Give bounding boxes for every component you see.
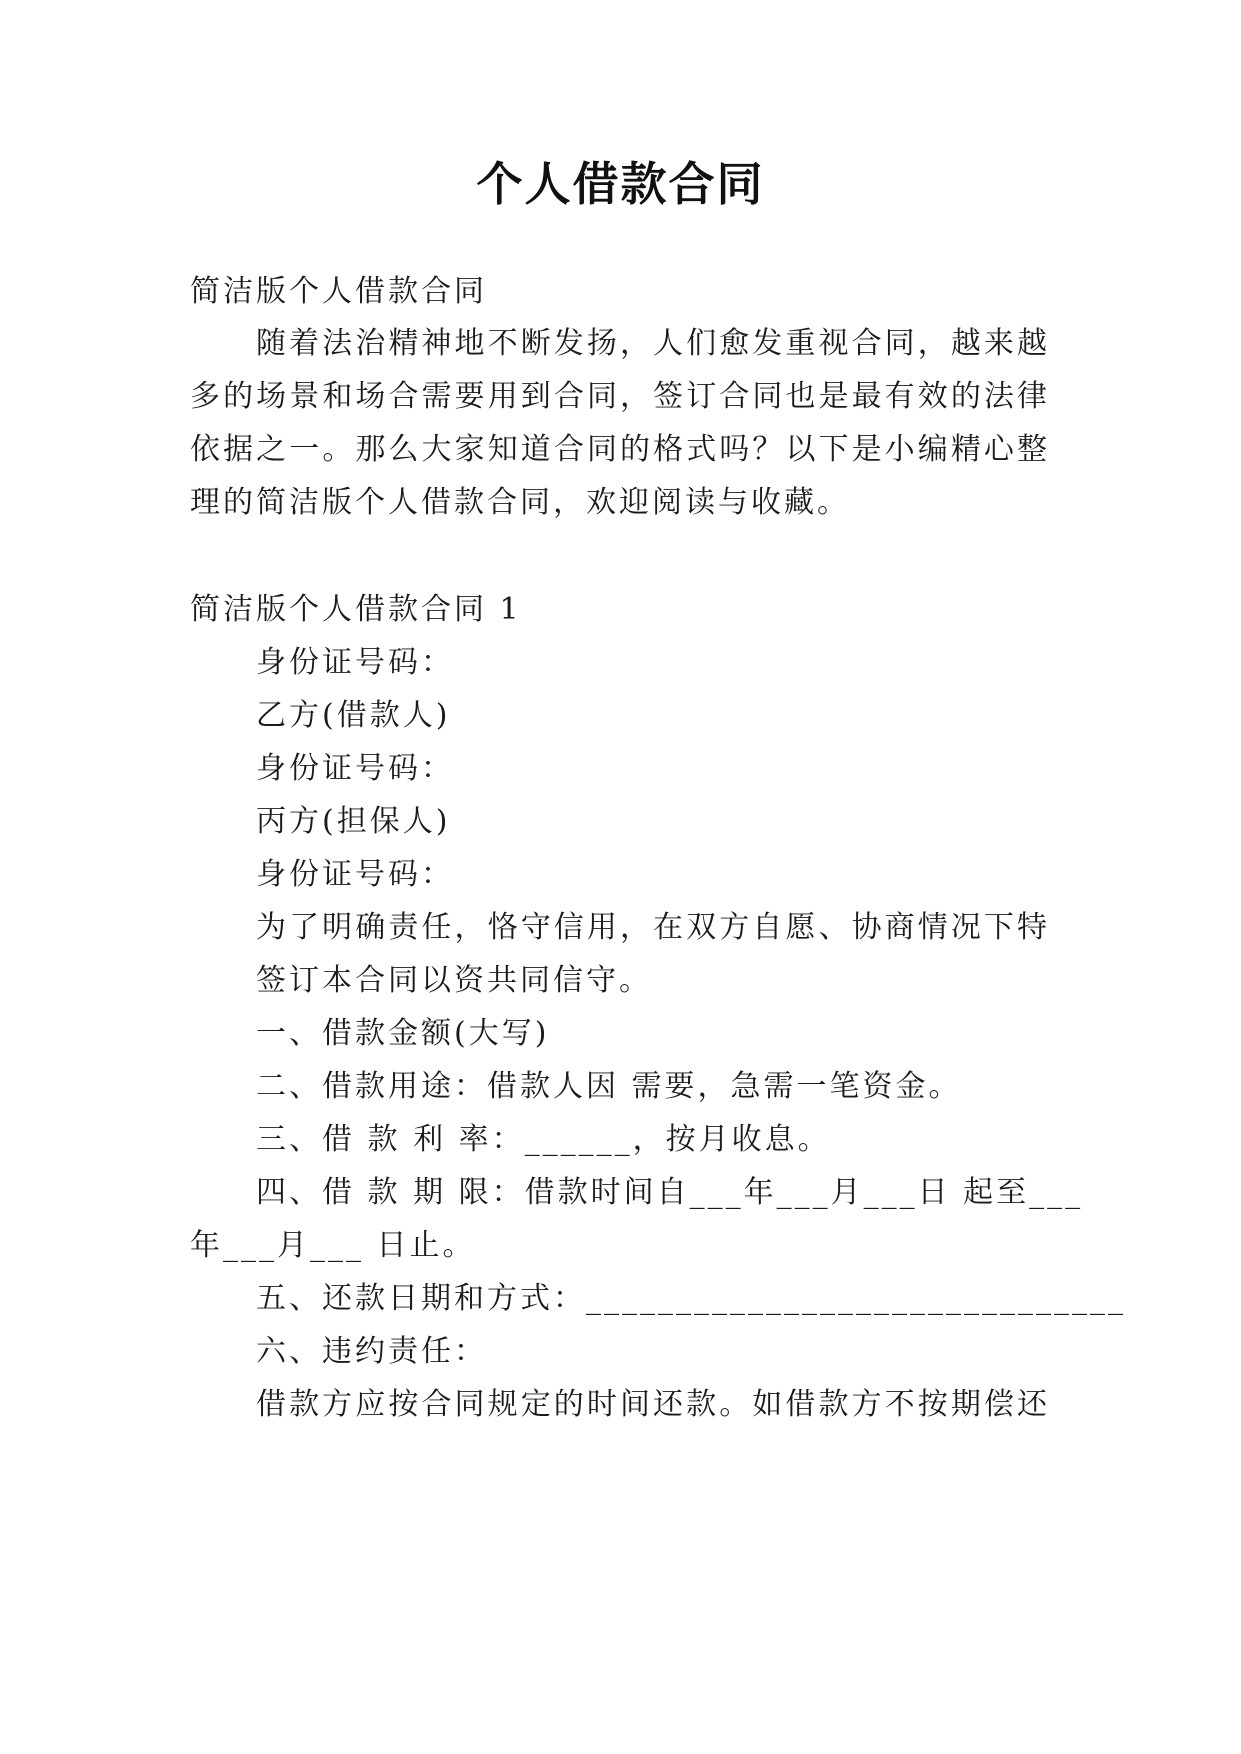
intro-line-4: 理的简洁版个人借款合同，欢迎阅读与收藏。 bbox=[190, 485, 850, 520]
contract-line: 为了明确责任，恪守信用，在双方自愿、协商情况下特 bbox=[256, 910, 1050, 945]
contract-line: 四、借 款 期 限：借款时间自___年___月___日 起至___ bbox=[256, 1175, 1084, 1210]
contract-line: 签订本合同以资共同信守。 bbox=[256, 963, 652, 998]
intro-line-3: 依据之一。那么大家知道合同的格式吗？以下是小编精心整 bbox=[190, 432, 1050, 467]
contract-line: 二、借款用途：借款人因 需要，急需一笔资金。 bbox=[256, 1069, 962, 1104]
contract-line: 身份证号码： bbox=[256, 857, 454, 892]
contract-line: 一、借款金额(大写) bbox=[256, 1016, 550, 1051]
intro-line-2: 多的场景和场合需要用到合同，签订合同也是最有效的法律 bbox=[190, 379, 1050, 414]
contract-line: 身份证号码： bbox=[256, 751, 454, 786]
subtitle: 简洁版个人借款合同 bbox=[190, 274, 487, 309]
contract-line: 三、借 款 利 率：______，按月收息。 bbox=[256, 1122, 831, 1157]
document-title: 个人借款合同 bbox=[476, 157, 765, 211]
contract-line: 丙方(担保人) bbox=[256, 804, 451, 839]
intro-line-1: 随着法治精神地不断发扬，人们愈发重视合同，越来越 bbox=[256, 326, 1050, 361]
section-heading: 简洁版个人借款合同 1 bbox=[190, 592, 522, 627]
contract-line: 借款方应按合同规定的时间还款。如借款方不按期偿还 bbox=[256, 1387, 1050, 1422]
contract-line: 乙方(借款人) bbox=[256, 698, 451, 733]
contract-line: 五、还款日期和方式：______________________________ bbox=[256, 1281, 1126, 1316]
contract-line: 六、违约责任： bbox=[256, 1334, 487, 1369]
contract-line: 身份证号码： bbox=[256, 645, 454, 680]
contract-line: 年___月___ 日止。 bbox=[190, 1228, 476, 1263]
